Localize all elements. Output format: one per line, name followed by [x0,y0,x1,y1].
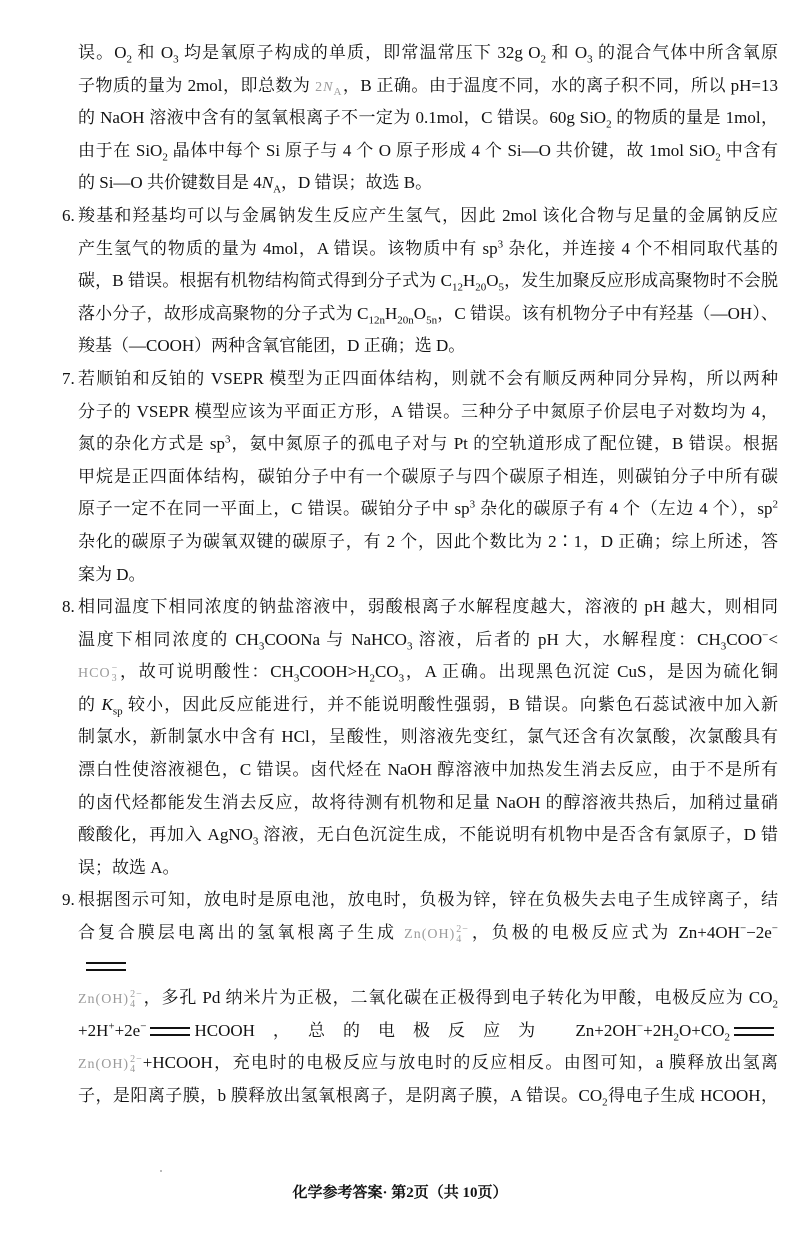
subscript: 3 [173,53,179,66]
text-run: 酸酸化，再加入 AgNO [78,825,253,845]
scan-speck [160,1170,162,1172]
formula-fragment [140,1021,146,1040]
subscript: 4 [456,933,463,945]
text-line [78,917,778,950]
subscript: 5n [426,314,438,327]
superscript: 3 [224,433,231,446]
text-run: 羧基和羟基均可以与金属钠发生反应产生氢气，因此 2mol 该化合物与足量的金属钠反应 [78,205,778,225]
text-run: 较小，因此反应能进行，并不能说明酸性强弱，B 错误。向紫色石蕊试液中加入新 [122,694,779,714]
sup-sub-stack [456,925,469,945]
text-run: 杂化，并连接 4 个不相同取代基的 [503,238,779,258]
formula-fragment [261,173,282,196]
text-run: 均是氧原子构成的单质，即常温常压下 32g O [178,43,541,62]
text-run: 子物质的量为 2mol，即总数为 [78,75,316,95]
superscript: − [771,922,779,935]
text-line [78,950,782,983]
text-line [78,591,778,624]
text-run: O [413,303,427,323]
text-line [78,37,778,70]
superscript: 2− [456,923,469,935]
formula-fragment [772,923,778,942]
text-run: +2e [114,1020,141,1040]
text-run: ，氨中氮原子的孤电子对与 Pt 的空轨道形成了配位键，B 错误。根据 [230,434,778,454]
text-line [78,689,778,722]
text-line [78,1015,778,1048]
subscript: 2 [724,1031,730,1044]
formula-fragment [772,988,779,1011]
text-run: 根据图示可知，放电时是原电池，放电时，负极为锌，锌在负极失去电子生成锌离子，结 [78,890,778,910]
text-run: < [768,629,778,649]
formula-fragment [475,271,487,294]
formula-fragment [315,80,323,95]
text-run: 产生氢气的物质的量为 4mol，A 错误。该物质中有 sp [78,238,498,258]
text-line [78,200,778,233]
superscript: − [140,1020,147,1033]
text-run: 分子的 VSEPR 模型应该为平面正方形，A 错误。三种分子中氮原子价层电子对数均为 4， [78,401,778,421]
formula-text: Zn(OH) [78,992,130,1008]
formula-fragment [323,79,343,98]
subscript: 2 [126,53,133,66]
text-run: COONa 与 NaHCO [264,629,407,649]
answer-item [0,37,800,200]
text-run: COO [726,629,763,649]
reaction-equals-sign [150,1027,190,1036]
text-run: 的 [78,694,102,714]
subscript: 2 [772,998,778,1011]
subscript: 3 [258,640,265,653]
text-run: +HCOOH，充电时的电极反应与放电时的反应相反。由图可知，a 膜释放出氢离 [142,1053,778,1073]
subscript: 3 [406,640,413,653]
formula-fragment [772,499,778,518]
formula-text: Zn(OH) [78,1057,130,1073]
subscript: 3 [587,53,593,66]
text-run: 和 O [132,43,174,62]
text-run: −2e [746,923,772,943]
sup-sub-stack [130,1055,143,1075]
text-run: ，负极的电极反应式为 Zn+4OH [468,923,740,943]
subscript: 12n [368,314,386,327]
formula-fragment [724,1021,731,1044]
formula-text: K [101,694,113,714]
text-run: 中含有 [720,140,779,160]
text-line [78,624,778,657]
text-run: ，B 正确。由于温度不同，水的离子积不同，所以 pH=13 [342,75,779,95]
text-run: 相同温度下相同浓度的钠盐溶液中，弱酸根离子水解程度越大，溶液的 pH 越大，则相同 [78,597,778,617]
superscript: 2− [130,1054,143,1066]
text-run: 氮的杂化方式是 sp [78,434,225,454]
text-line [78,102,778,135]
text-run: 甲烷是正四面体结构，碳铂分子中有一个碳原子与四个碳原子相连，则碳铂分子中所有碳 [78,466,778,486]
text-line [78,1047,778,1080]
text-run: +2H [643,1020,674,1040]
page-footer: 化学参考答案· 第2页（共 10页） [292,1185,508,1201]
text-run: 和 O [545,43,588,62]
text-line [78,721,778,754]
text-run: 碳，B 错误。根据有机物结构简式得到分子式为 C [78,271,452,291]
text-line [78,461,778,494]
formula-text: 2 [315,79,324,95]
answer-item [0,591,800,884]
text-line [78,363,778,396]
subscript: sp [112,705,123,718]
answer-item [0,363,800,591]
subscript: 3 [720,640,727,653]
text-line [78,819,778,852]
item-number: 7. [62,368,75,388]
text-line [78,493,778,526]
text-run: 溶液，无白色沉淀生成，不能说明有机物中是否含有氯原子，D 错 [258,825,778,845]
formula-fragment [78,1054,143,1076]
text-line [78,754,778,787]
subscript: 20 [475,281,487,294]
subscript: 3 [111,673,118,685]
text-run: 杂化的碳原子有 4 个（左边 4 个），sp [475,499,773,519]
text-run: 若顺铂和反铂的 VSEPR 模型为正四面体结构，则就不会有顺反两种同分异构，所以两种 [78,368,778,388]
formula-fragment [426,304,438,327]
text-run: 漂白性使溶液褪色，C 错误。卤代烃在 NaOH 醇溶液中加热发生消去反应，由于不是所有 [78,760,778,780]
superscript: 2− [130,989,143,1000]
text-run: 误；故选 A。 [78,857,180,877]
text-line [78,852,778,885]
text-run: +2H [78,1020,109,1040]
text-line [78,884,778,917]
subscript: 2 [602,1096,608,1109]
subscript: 2 [606,118,612,131]
formula-fragment [78,663,119,685]
superscript: + [108,1020,115,1033]
text-run: 误。O [78,43,127,62]
text-line [78,559,778,592]
text-run: 的卤代烃都能发生消去反应，故将待测有机物和足量 NaOH 的醇溶液共热后，加稍过量硝 [78,792,778,812]
text-run: 羧基（—COOH）两种含氧官能团，D 正确；选 D。 [78,336,466,356]
subscript: 4 [130,1064,137,1076]
text-run: 得电子生成 HCOOH， [607,1086,778,1105]
formula-text: HCO [78,666,111,682]
subscript: A [333,85,343,98]
text-run: 温度下相同浓度的 CH [78,629,259,649]
text-run: 溶液，后者的 pH 大，水解程度：CH [412,629,721,649]
superscript: − [739,922,747,935]
text-run: COOH>H [299,662,370,682]
text-run: HCOOH，总的电极反应为 Zn+2OH [194,1020,637,1040]
text-run: ，C 错误。该有机物分子中有羟基（—OH）、 [437,303,778,323]
item-number: 8. [62,597,75,617]
text-run: 的 NaOH 溶液中含有的氢氧根离子不一定为 0.1mol，C 错误。60g SiO [78,108,607,128]
text-run: ，多孔 Pd 纳米片为正极，二氧化碳在正极得到电子转化为甲酸，电极反应为 CO [142,988,773,1008]
text-run: 由于在 SiO [78,140,163,160]
subscript: 20n [397,314,414,327]
superscript: 3 [469,498,476,511]
formula-text: N [261,173,274,193]
subscript: 2 [369,672,375,685]
text-run: H [385,303,398,323]
text-run: CO [374,662,399,682]
formula-fragment [404,923,469,945]
text-run: 子，是阳离子膜，b 膜释放出氢氧根离子，是阴离子膜，A 错误。CO [78,1086,603,1105]
subscript: 2 [540,53,546,66]
subscript: 3 [293,672,300,685]
formula-fragment [397,304,414,327]
text-run: 制氯水，新制氯水中含有 HCl，呈酸性，则溶液先变红，氯气还含有次氯酸，次氯酸具有 [78,727,778,747]
superscript: 3 [497,237,504,250]
superscript: 2 [772,498,778,511]
text-line [78,787,778,820]
text-run: O [486,271,499,291]
text-run: 晶体中每个 Si 原子与 4 个 O 原子形成 4 个 Si—O 共价键，故 1mol SiO [167,140,716,160]
subscript: 3 [398,672,405,685]
superscript: − [762,629,769,642]
text-line [78,396,778,429]
item-number: 6. [62,205,75,225]
text-line [78,526,778,559]
text-run: 杂化的碳原子为碳氧双键的碳原子，有 2 个，因此个数比为 2∶1，D 正确；综上所述，答 [78,531,778,551]
text-line [78,330,778,363]
text-run: ，故可说明酸性：CH [118,662,294,682]
subscript: 5 [498,281,504,294]
superscript: − [636,1020,644,1033]
formula-fragment [78,989,143,1010]
text-line [78,265,778,298]
text-run: 原子一定不在同一平面上，C 错误。碳铂分子中 sp [78,499,470,519]
sup-sub-stack [130,990,143,1010]
subscript: 12 [451,281,463,294]
formula-fragment [101,694,123,718]
text-run: 落小分子，故形成高聚物的分子式为 C [78,303,369,323]
subscript: 2 [715,151,721,164]
subscript: 2 [162,151,168,164]
text-line [78,1080,778,1113]
subscript: 2 [673,1031,680,1044]
text-run: H [462,271,476,291]
formula-text: Zn(OH) [404,927,456,943]
text-line [78,428,778,461]
text-line [78,135,778,168]
text-line [78,167,778,200]
subscript: A [273,183,282,196]
superscript: − [111,663,119,675]
formula-fragment [368,304,386,327]
text-run: ，A 正确。出现黑色沉淀 CuS，是因为硫化铜 [404,662,778,682]
document-body [0,37,800,1113]
text-run: 的 Si—O 共价键数目是 4 [78,173,262,193]
text-run: 的混合气体中所含氧原 [592,43,779,62]
answer-item [0,200,800,363]
item-number: 9. [62,890,75,910]
reaction-equals-sign [734,1027,774,1036]
text-line [78,298,778,331]
text-line [78,70,778,103]
text-run: ，发生加聚反应形成高聚物时不会脱 [504,271,778,291]
text-run: 案为 D。 [78,564,146,584]
text-run: 的物质的量是 1mol， [611,108,778,128]
subscript: 4 [130,999,137,1010]
formula-fragment [451,271,463,294]
text-run: 合复合膜层电离出的氢氧根离子生成 [78,923,405,943]
formula-text: N [323,79,334,95]
text-line [78,233,778,266]
text-line [78,656,778,689]
answer-item [0,884,800,1112]
subscript: 3 [252,835,259,848]
text-run: ，D 错误；故选 B。 [281,173,433,193]
text-line [78,982,778,1015]
text-run: O+CO [679,1020,725,1040]
reaction-equals-sign [86,962,126,971]
